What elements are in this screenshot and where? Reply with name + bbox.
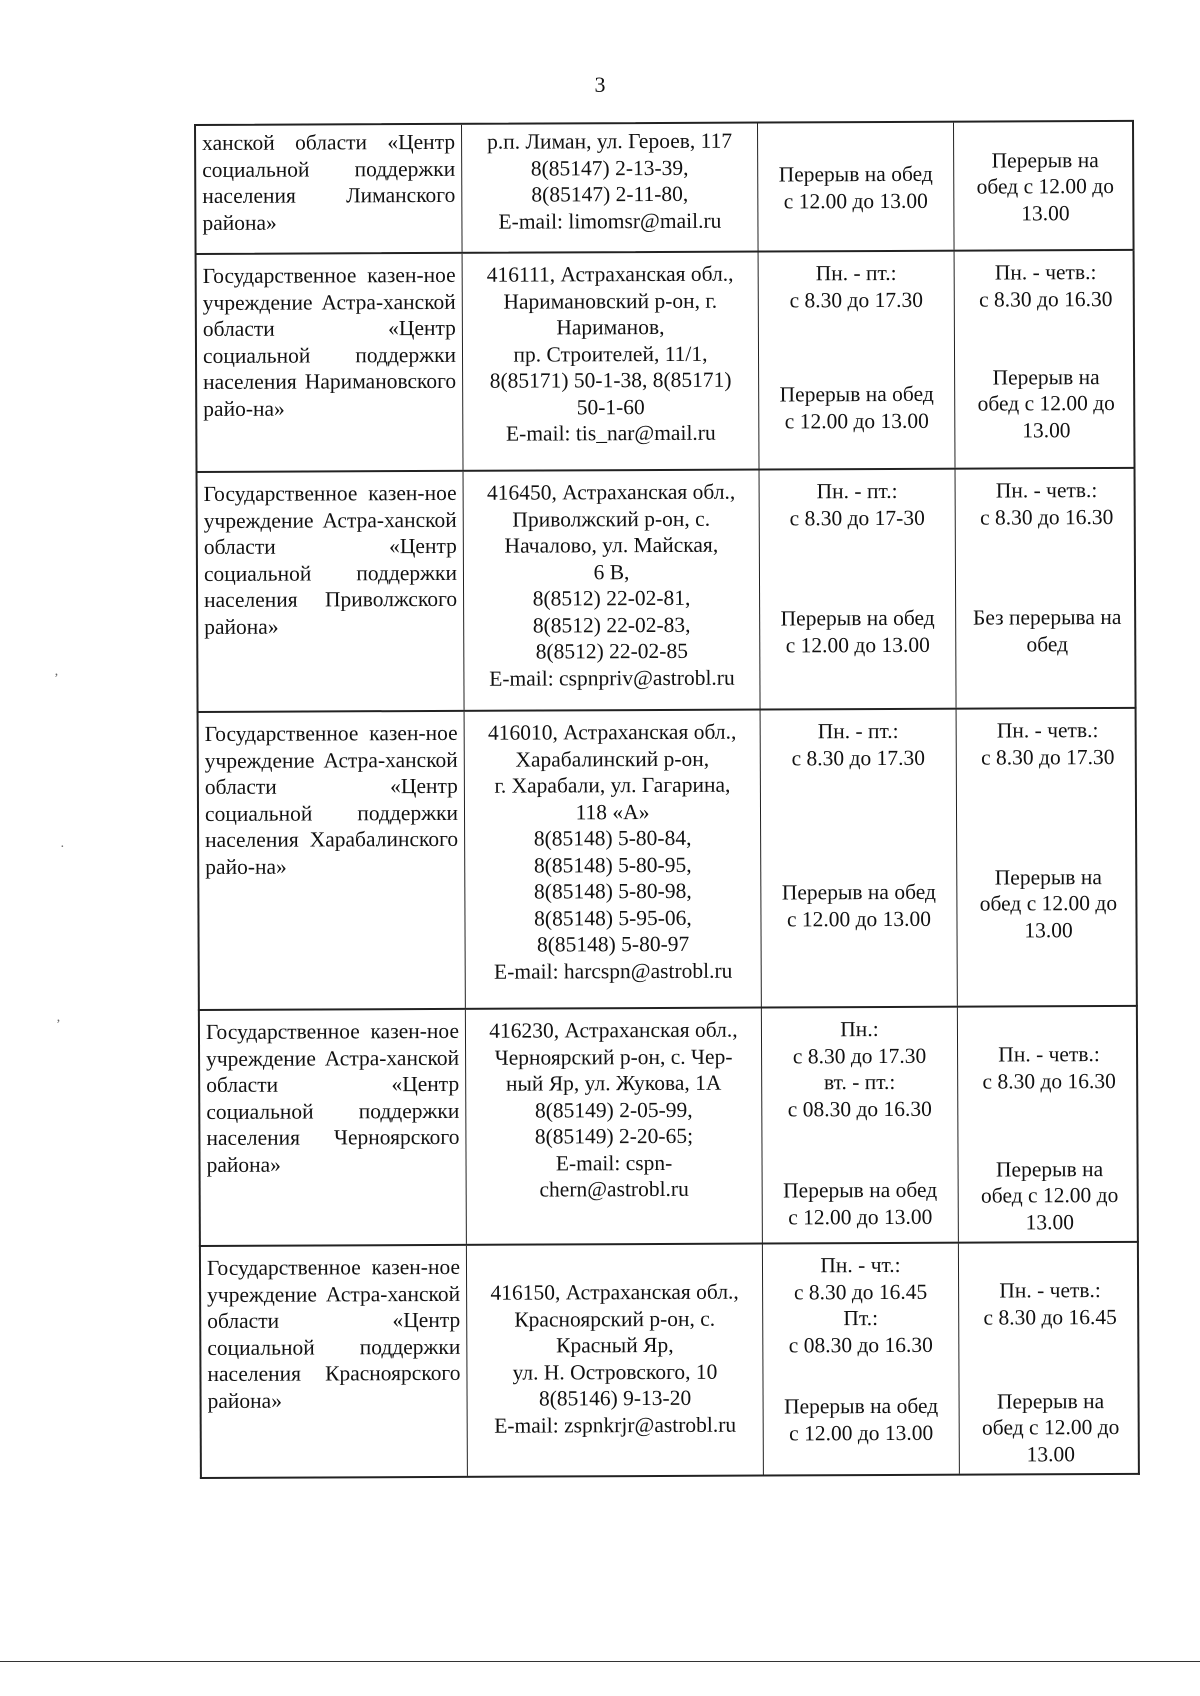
lunch-break: Перерыв на обед с 12.00 до 13.00 [977, 364, 1115, 442]
address-cell: 416150, Астраханская обл., Красноярский р-он, с. Красный Яр, ул. Н. Островского, 10 8(85146) 9-13-20 E-mail: zspnkrjr@astrobl.ru [467, 1245, 764, 1476]
address-cell: 416450, Астраханская обл., Приволжский р-он, с. Началово, ул. Майская, 6 В, 8(8512) 22-02-81, 8(8512) 22-02-83, 8(8512) 22-02-85 E-mail: cspnpriv@astrobl.ru [464, 471, 761, 710]
address-cell: р.п. Лиман, ул. Героев, 117 8(85147) 2-13-39, 8(85147) 2-11-80, E-mail: limomsr@mail.ru [462, 124, 759, 252]
bottom-rule [0, 1661, 1200, 1662]
work-hours: Пн. - пт.: с 8.30 до 17.30 [791, 718, 925, 770]
table-row [199, 1243, 1140, 1479]
organization-cell: Государственное казен-ное учреждение Астра-ханской области «Центр социальной поддержки населения Наримановского райо-на» [197, 254, 464, 471]
lunch-break: Перерыв на обед с 12.00 до 13.00 [783, 1177, 938, 1229]
table-row [195, 251, 1136, 473]
table-row [198, 1007, 1139, 1247]
lunch-break: Перерыв на обед с 12.00 до 13.00 [980, 1156, 1119, 1234]
work-hours: Пн. - чт.: с 8.30 до 16.45 Пт.: с 08.30 до 16.30 [788, 1252, 933, 1357]
table-row [194, 120, 1135, 255]
lunch-break: Перерыв на обед с 12.00 до 13.00 [979, 864, 1118, 942]
scan-speck: · [60, 840, 65, 855]
lunch-break: Перерыв на обед с 12.00 до 13.00 [781, 879, 936, 931]
organization-cell: Государственное казен-ное учреждение Астра-ханской области «Центр социальной поддержки населения Харабалинского райо-на» [199, 712, 466, 1009]
lunch-break: Без перерыва на обед [972, 604, 1122, 656]
work-hours: Пн.: с 8.30 до 17.30 вт. - пт.: с 08.30 до 16.30 [787, 1017, 932, 1121]
work-hours: Пн. - четв.: с 8.30 до 16.45 [983, 1278, 1117, 1330]
page-number: 3 [594, 72, 606, 97]
friday-hours-cell [958, 1007, 1141, 1242]
lunch-break: Перерыв на обед с 12.00 до 13.00 [981, 1388, 1120, 1466]
address-cell: 416010, Астраханская обл., Харабалинский р-он, г. Харабали, ул. Гагарина, 118 «А» 8(85148) 5-80-84, 8(85148) 5-80-95, 8(85148) 5-80-98, 8(85148) 5-95-06, 8(85148) 5-80-97 E-mail: harcspn@astrobl.ru [465, 711, 762, 1008]
address-cell: 416111, Астраханская обл., Наримановский р-он, г. Нариманов, пр. Строителей, 11/1, 8(85171) 50-1-38, 8(85171) 50-1-60 E-mail: tis_nar@mail.ru [463, 253, 760, 470]
weekday-hours-cell [759, 252, 956, 469]
work-hours: Пн. - четв.: с 8.30 до 16.30 [982, 1042, 1116, 1094]
work-hours: Пн. - четв.: с 8.30 до 17.30 [981, 718, 1115, 770]
table-row [197, 709, 1138, 1011]
table-row [196, 469, 1137, 713]
lunch-break: Перерыв на обед с 12.00 до 13.00 [779, 381, 934, 433]
organization-cell: ханской области «Центр социальной поддержки населения Лиманского района» [196, 125, 463, 253]
offices-table [194, 120, 1140, 1479]
work-hours: Пн. - пт.: с 8.30 до 17-30 [789, 478, 925, 530]
work-hours: Пн. - пт.: с 8.30 до 17.30 [789, 260, 923, 312]
weekday-hours-cell [758, 123, 955, 251]
scan-speck: ‚ [54, 664, 59, 679]
friday-hours-cell [956, 469, 1139, 708]
weekday-hours-cell [760, 470, 957, 709]
organization-cell: Государственное казен-ное учреждение Астра-ханской области «Центр социальной поддержки населения Приволжского района» [198, 472, 465, 711]
lunch-break: Перерыв на обед с 12.00 до 13.00 [783, 1393, 939, 1445]
organization-cell: Государственное казен-ное учреждение Астра-ханской области «Центр социальной поддержки населения Черноярского района» [200, 1010, 467, 1245]
friday-hours-cell [954, 122, 1137, 250]
address-cell: 416230, Астраханская обл., Черноярский р-он, с. Чер- ный Яр, ул. Жукова, 1А 8(85149) 2-05-99, 8(85149) 2-20-65; E-mail: cspn- chern@astrobl.ru [466, 1009, 763, 1244]
work-hours: Пн. - четв.: с 8.30 до 16.30 [979, 478, 1114, 530]
lunch-break: Перерыв на обед с 12.00 до 13.00 [976, 147, 1115, 226]
scan-speck: ‚ [56, 1010, 61, 1025]
work-hours: Пн. - четв.: с 8.30 до 16.30 [979, 260, 1113, 312]
lunch-break: Перерыв на обед с 12.00 до 13.00 [778, 161, 933, 213]
friday-hours-cell [957, 709, 1140, 1006]
friday-hours-cell [955, 251, 1138, 468]
weekday-hours-cell [762, 1008, 959, 1243]
weekday-hours-cell [763, 1244, 960, 1475]
friday-hours-cell [959, 1243, 1142, 1474]
lunch-break: Перерыв на обед с 12.00 до 13.00 [780, 605, 935, 657]
organization-cell: Государственное казен-ное учреждение Астра-ханской области «Центр социальной поддержки населения Красноярского района» [201, 1246, 468, 1477]
weekday-hours-cell [761, 710, 958, 1007]
